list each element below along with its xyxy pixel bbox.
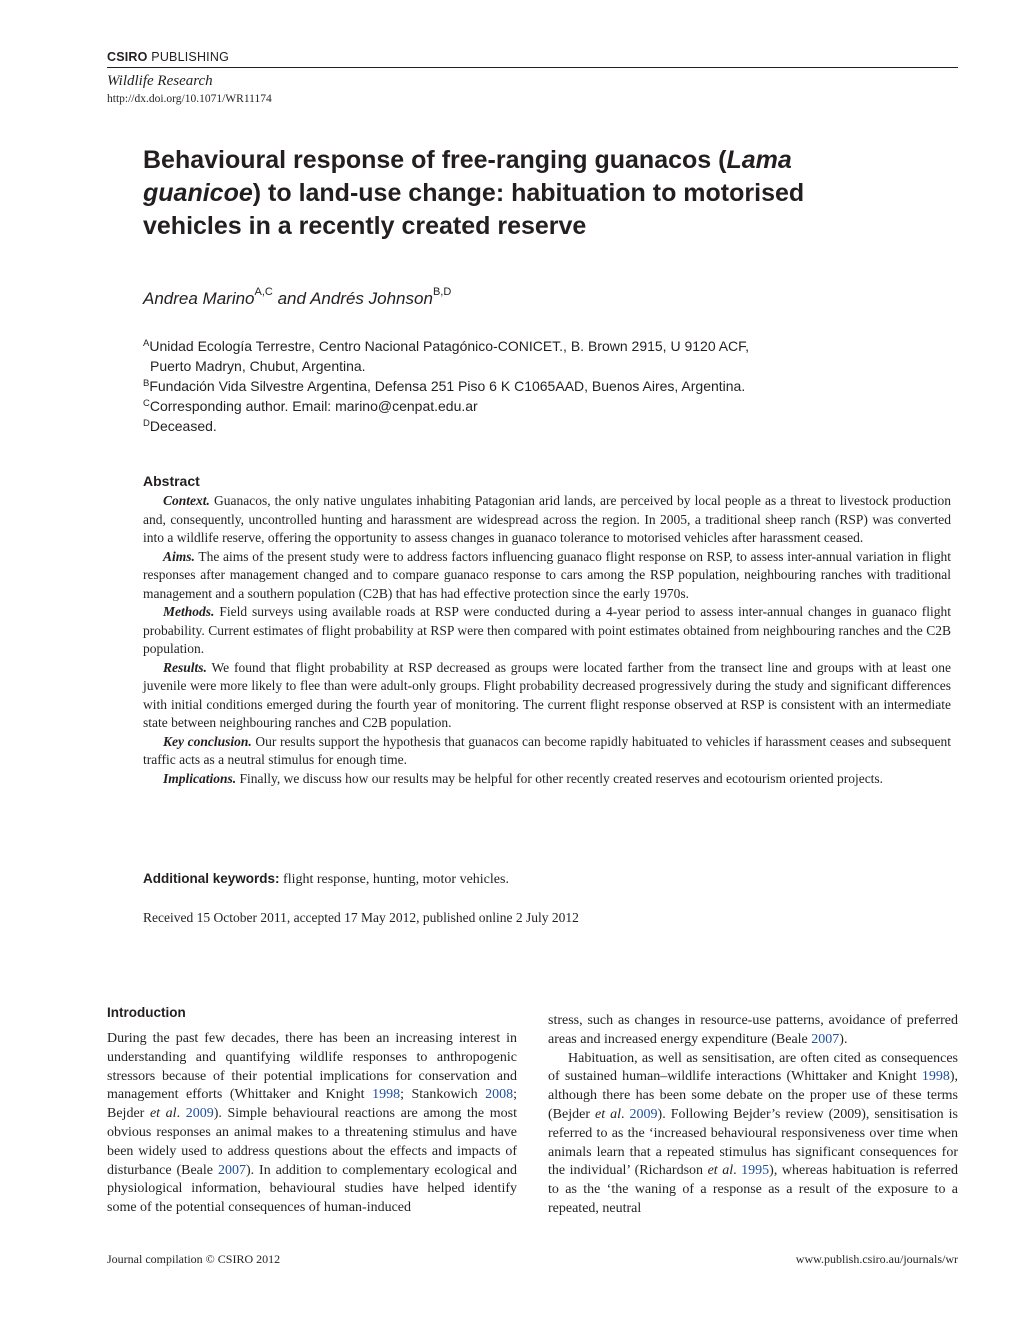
intro-paragraph-1-cont	[548, 1012, 958, 1050]
author-1-sup: A,C	[254, 286, 273, 298]
citation-link[interactable]: 2008	[485, 1087, 514, 1103]
abstract-label: Results.	[163, 659, 207, 675]
citation-link[interactable]: 2007	[217, 1162, 246, 1178]
aff-line: Deceased.	[149, 418, 217, 434]
abstract-implications	[143, 770, 951, 789]
abstract-text: We found that flight probability at RSP decreased as groups were located farther from the transect line and groups with at least one juvenile were more likely to flee than were adult-only groups. Flight probability decreased progressively during the study and significant differences with initial conditions emerged during the fourth year of monitoring. The current flight response observed at RSP is consistent with an intermediate state between neighbouring ranches and C2B population.	[143, 659, 951, 730]
abstract-results	[143, 659, 951, 733]
text-run: ). In addition to complementary ecological and physiological information, behavioural studies have helped identify some of the potential consequences of human-induced	[107, 1162, 518, 1216]
abstract-body	[143, 492, 951, 788]
keywords-text: flight response, hunting, motor vehicles.	[283, 872, 509, 887]
aff-line: Fundación Vida Silvestre Argentina, Defensa 251 Piso 6 K C1065AAD, Buenos Aires, Argentina.	[149, 378, 746, 394]
affiliation-a	[143, 336, 749, 356]
abstract-label: Key conclusion.	[163, 733, 252, 749]
title-species: Lama guanicoe	[143, 146, 792, 207]
text-run: stress, such as changes in resource-use patterns, avoidance of preferred areas and increased energy expenditure (Beale	[548, 1013, 958, 1047]
citation-link[interactable]: 2007	[811, 1031, 840, 1047]
text-run: ), whereas habituation is referred to as the ‘the waning of a response as a result of the exposure to a repeated, neutral	[548, 1163, 958, 1216]
header-rule	[107, 67, 958, 68]
abstract-text: Finally, we discuss how our results may be helpful for other recently created reserves and ecotourism oriented projects.	[239, 770, 884, 786]
introduction-heading: Introduction	[107, 1005, 186, 1020]
text-run: ). Simple behavioural reactions are among the most obvious responses an animal makes to a threatening stimulus and have been widely used to address questions about the effects and impacts of disturbance (Beale	[107, 1106, 517, 1178]
affiliation-b	[143, 376, 745, 396]
title-part1: Behavioural response of free-ranging guanacos (	[143, 146, 727, 174]
citation-link[interactable]: 1995	[741, 1163, 770, 1179]
abstract-text: Guanacos, the only native ungulates inhabiting Patagonian arid lands, are perceived by local people as a threat to livestock production and, consequently, uncontrolled hunting and harassment are widespread across the region. In 2005, a traditional sheep ranch (RSP) was converted into a wildlife reserve, offering the opportunity to assess changes in guanaco tolerance to motorised vehicles after harassment ceased.	[143, 493, 952, 545]
abstract-text: Field surveys using available roads at RSP were conducted during a 4-year period to assess inter-annual changes in guanaco flight probability. Current estimates of flight probability at RSP were then compared with point estimates obtained from neighbouring ranches and the C2B population.	[143, 604, 951, 656]
publisher-brand-rest: PUBLISHING	[151, 50, 229, 64]
abstract-label: Context.	[163, 493, 210, 508]
publisher-brand-bold: CSIRO	[107, 50, 148, 64]
keywords-label: Additional keywords:	[143, 871, 280, 886]
author-1: Andrea Marino	[143, 289, 255, 308]
author-2: Andrés Johnson	[310, 289, 433, 308]
footer-copyright: Journal compilation © CSIRO 2012	[107, 1252, 281, 1266]
author-list	[143, 286, 452, 309]
citation-link[interactable]: 1998	[921, 1069, 950, 1085]
affiliation-a-cont: Puerto Madryn, Chubut, Argentina.	[150, 358, 366, 374]
intro-right-column	[548, 1012, 958, 1219]
abstract-key-conclusion	[143, 733, 951, 770]
article-title	[143, 144, 843, 243]
aff-sup: A	[143, 338, 150, 349]
doi-link[interactable]: http://dx.doi.org/10.1071/WR11174	[107, 93, 272, 105]
aff-line: Corresponding author. Email: marino@cenpat.edu.ar	[149, 398, 478, 414]
et-al: et al	[149, 1106, 177, 1122]
text-run: ). Following Bejder’s review (2009), sensitisation is referred to as the ‘increased behavioural responsiveness over time when animals learn that a repeated stimulus has significant consequences for the individual’ (Richardson	[548, 1106, 958, 1179]
text-run: ), although there has been some debate on the proper use of these terms (Bejder	[548, 1069, 958, 1122]
abstract-label: Implications.	[163, 770, 237, 786]
affiliation-c	[143, 396, 478, 416]
aff-sup: D	[143, 418, 150, 429]
affiliation-d	[143, 416, 217, 436]
abstract-heading: Abstract	[143, 473, 200, 489]
aff-line: Unidad Ecología Terrestre, Centro Nacional Patagónico-CONICET., B. Brown 2915, U 9120 ACF,	[149, 338, 750, 354]
received-dates: Received 15 October 2011, accepted 17 May 2012, published online 2 July 2012	[143, 910, 579, 925]
text-run: ).	[839, 1031, 848, 1047]
text-run: During the past few decades, there has been an increasing interest in understanding and quantifying wildlife responses to anthropogenic stressors because of their potential implications for conservation and management efforts (Whittaker and Knight	[107, 1031, 517, 1103]
text-run: Habituation, as well as sensitisation, are often cited as consequences of sustained human–wildlife interactions (Whittaker and Knight	[548, 1050, 958, 1085]
author-and: and	[277, 289, 306, 308]
text-run: .	[733, 1163, 742, 1179]
author-2-sup: B,D	[432, 286, 452, 298]
title-part2: ) to land-use change: habituation to motorised vehicles in a recently created reserve	[143, 179, 805, 240]
publisher-brand	[107, 50, 229, 64]
citation-link[interactable]: 1998	[372, 1087, 401, 1103]
abstract-text: Our results support the hypothesis that guanacos can become rapidly habituated to vehicles if harassment ceases and subsequent traffic acts as a neutral stimulus for enough time.	[143, 733, 951, 767]
abstract-aims	[143, 548, 951, 604]
text-run: .	[621, 1106, 630, 1122]
abstract-methods	[143, 603, 951, 659]
citation-link[interactable]: 2009	[185, 1106, 214, 1122]
intro-paragraph-1	[107, 1030, 517, 1218]
et-al: et al	[707, 1163, 734, 1179]
text-run: ; Stankowich	[400, 1087, 486, 1103]
journal-name: Wildlife Research	[107, 73, 213, 89]
abstract-context	[143, 492, 951, 548]
aff-sup: C	[143, 398, 150, 409]
intro-left-column	[107, 1030, 517, 1218]
keywords	[143, 871, 509, 888]
aff-sup: B	[143, 378, 150, 389]
abstract-label: Aims.	[163, 548, 195, 564]
text-run: ; Bejder	[107, 1087, 517, 1122]
intro-paragraph-2	[548, 1050, 958, 1219]
citation-link[interactable]: 2009	[629, 1106, 658, 1122]
footer-url[interactable]: www.publish.csiro.au/journals/wr	[795, 1252, 958, 1266]
text-run: .	[176, 1106, 186, 1122]
et-al: et al	[595, 1106, 622, 1122]
abstract-label: Methods.	[163, 604, 215, 619]
abstract-text: The aims of the present study were to address factors influencing guanaco flight response on RSP, to assess inter-annual variation in flight responses after management changed and to compare guanaco response to cars among the RSP population, neighbouring ranches with traditional management and a southern population (C2B) that has had effective protection since the early 1970s.	[143, 548, 951, 601]
